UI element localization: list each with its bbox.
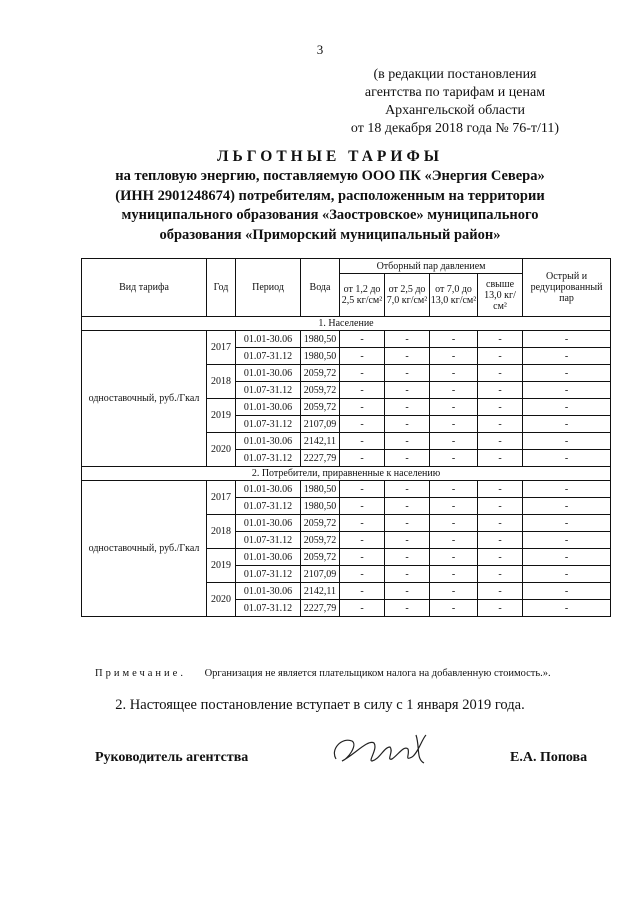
- header-sharp-steam: Острый и редуцированный пар: [523, 259, 611, 317]
- empty-value-cell: -: [478, 365, 523, 382]
- redaction-line: Архангельской области: [385, 103, 525, 118]
- water-value-cell: 1980,50: [301, 498, 340, 515]
- empty-value-cell: -: [523, 600, 611, 617]
- empty-value-cell: -: [430, 382, 478, 399]
- empty-value-cell: -: [385, 365, 430, 382]
- tariff-type-cell: одноставочный, руб./Гкал: [82, 481, 207, 617]
- empty-value-cell: -: [340, 583, 385, 600]
- empty-value-cell: -: [478, 515, 523, 532]
- empty-value-cell: -: [523, 515, 611, 532]
- section-title: 2. Потребители, приравненные к населению: [82, 467, 611, 481]
- empty-value-cell: -: [385, 498, 430, 515]
- header-tariff-type: Вид тарифа: [82, 259, 207, 317]
- empty-value-cell: -: [523, 399, 611, 416]
- year-cell: 2018: [207, 515, 236, 549]
- table-row: [82, 481, 611, 498]
- empty-value-cell: -: [385, 433, 430, 450]
- year-cell: 2018: [207, 365, 236, 399]
- document-subtitle: [70, 167, 590, 245]
- signatory-position: Руководитель агентства: [95, 750, 249, 765]
- empty-value-cell: -: [478, 498, 523, 515]
- section-title: 1. Население: [82, 317, 611, 331]
- year-cell: 2019: [207, 399, 236, 433]
- period-cell: 01.07-31.12: [236, 348, 301, 365]
- year-cell: 2017: [207, 331, 236, 365]
- period-cell: 01.07-31.12: [236, 498, 301, 515]
- empty-value-cell: -: [478, 549, 523, 566]
- water-value-cell: 2059,72: [301, 365, 340, 382]
- empty-value-cell: -: [430, 515, 478, 532]
- empty-value-cell: -: [340, 399, 385, 416]
- empty-value-cell: -: [385, 450, 430, 467]
- header-steam-4: свыше 13,0 кг/см²: [478, 274, 523, 317]
- period-cell: 01.01-30.06: [236, 549, 301, 566]
- empty-value-cell: -: [340, 382, 385, 399]
- empty-value-cell: -: [523, 382, 611, 399]
- table-row: [82, 331, 611, 348]
- subtitle-line: муниципального образования «Заостровское» муниципального: [121, 207, 539, 223]
- tariff-table-body: [82, 317, 611, 617]
- empty-value-cell: -: [430, 416, 478, 433]
- empty-value-cell: -: [385, 416, 430, 433]
- period-cell: 01.01-30.06: [236, 433, 301, 450]
- empty-value-cell: -: [478, 348, 523, 365]
- empty-value-cell: -: [385, 331, 430, 348]
- water-value-cell: 2059,72: [301, 549, 340, 566]
- empty-value-cell: -: [430, 583, 478, 600]
- empty-value-cell: -: [385, 549, 430, 566]
- empty-value-cell: -: [523, 348, 611, 365]
- water-value-cell: 1980,50: [301, 481, 340, 498]
- signatory-name: Е.А. Попова: [510, 750, 588, 765]
- empty-value-cell: -: [478, 481, 523, 498]
- subtitle-line: образования «Приморский муниципальный район»: [159, 226, 501, 243]
- year-cell: 2020: [207, 583, 236, 617]
- empty-value-cell: -: [523, 549, 611, 566]
- empty-value-cell: -: [478, 433, 523, 450]
- empty-value-cell: -: [385, 399, 430, 416]
- redaction-line: агентства по тарифам и ценам: [364, 85, 546, 100]
- period-cell: 01.07-31.12: [236, 532, 301, 549]
- empty-value-cell: -: [430, 365, 478, 382]
- empty-value-cell: -: [340, 433, 385, 450]
- period-cell: 01.01-30.06: [236, 583, 301, 600]
- water-value-cell: 2059,72: [301, 532, 340, 549]
- period-cell: 01.01-30.06: [236, 515, 301, 532]
- water-value-cell: 2107,09: [301, 566, 340, 583]
- water-value-cell: 2107,09: [301, 416, 340, 433]
- header-steam-3: от 7,0 до 13,0 кг/см²: [430, 274, 478, 317]
- redaction-note: [330, 66, 580, 138]
- empty-value-cell: -: [478, 450, 523, 467]
- empty-value-cell: -: [430, 348, 478, 365]
- table-header-row: [82, 259, 611, 274]
- year-cell: 2017: [207, 481, 236, 515]
- note-text: Организация не является плательщиком налога на добавленную стоимость.».: [204, 668, 551, 679]
- empty-value-cell: -: [430, 481, 478, 498]
- water-value-cell: 2142,11: [301, 583, 340, 600]
- water-value-cell: 2227,79: [301, 600, 340, 617]
- empty-value-cell: -: [523, 498, 611, 515]
- tariff-table: [81, 258, 611, 617]
- period-cell: 01.07-31.12: [236, 382, 301, 399]
- empty-value-cell: -: [523, 331, 611, 348]
- header-period: Период: [236, 259, 301, 317]
- period-cell: 01.07-31.12: [236, 566, 301, 583]
- water-value-cell: 2059,72: [301, 382, 340, 399]
- empty-value-cell: -: [523, 433, 611, 450]
- water-value-cell: 1980,50: [301, 331, 340, 348]
- empty-value-cell: -: [478, 566, 523, 583]
- effective-date-clause: 2. Настоящее постановление вступает в силу с 1 января 2019 года.: [115, 697, 525, 713]
- redaction-line: (в редакции постановления: [373, 67, 537, 82]
- empty-value-cell: -: [340, 331, 385, 348]
- empty-value-cell: -: [340, 566, 385, 583]
- period-cell: 01.01-30.06: [236, 365, 301, 382]
- water-value-cell: 1980,50: [301, 348, 340, 365]
- page-number: 3: [316, 42, 324, 57]
- period-cell: 01.07-31.12: [236, 450, 301, 467]
- empty-value-cell: -: [523, 365, 611, 382]
- empty-value-cell: -: [478, 416, 523, 433]
- subtitle-line: на тепловую энергию, поставляемую ООО ПК «Энергия Севера»: [115, 168, 545, 184]
- empty-value-cell: -: [430, 600, 478, 617]
- period-cell: 01.01-30.06: [236, 399, 301, 416]
- empty-value-cell: -: [340, 365, 385, 382]
- empty-value-cell: -: [478, 583, 523, 600]
- empty-value-cell: -: [430, 399, 478, 416]
- empty-value-cell: -: [340, 532, 385, 549]
- empty-value-cell: -: [340, 481, 385, 498]
- header-steam-group: Отборный пар давлением: [340, 259, 523, 274]
- tariff-table-container: [81, 258, 610, 617]
- empty-value-cell: -: [340, 515, 385, 532]
- empty-value-cell: -: [478, 532, 523, 549]
- empty-value-cell: -: [478, 382, 523, 399]
- empty-value-cell: -: [430, 532, 478, 549]
- section-row: [82, 467, 611, 481]
- empty-value-cell: -: [430, 331, 478, 348]
- period-cell: 01.07-31.12: [236, 416, 301, 433]
- empty-value-cell: -: [478, 399, 523, 416]
- water-value-cell: 2227,79: [301, 450, 340, 467]
- empty-value-cell: -: [340, 549, 385, 566]
- header-steam-1: от 1,2 до 2,5 кг/см²: [340, 274, 385, 317]
- empty-value-cell: -: [385, 481, 430, 498]
- empty-value-cell: -: [430, 498, 478, 515]
- note-label: Примечание.: [95, 668, 186, 679]
- header-year: Год: [207, 259, 236, 317]
- empty-value-cell: -: [385, 583, 430, 600]
- header-water: Вода: [301, 259, 340, 317]
- empty-value-cell: -: [385, 382, 430, 399]
- period-cell: 01.01-30.06: [236, 481, 301, 498]
- empty-value-cell: -: [430, 566, 478, 583]
- period-cell: 01.01-30.06: [236, 331, 301, 348]
- period-cell: 01.07-31.12: [236, 600, 301, 617]
- subtitle-line: (ИНН 2901248674) потребителям, расположенным на территории: [115, 187, 545, 204]
- empty-value-cell: -: [523, 566, 611, 583]
- empty-value-cell: -: [340, 498, 385, 515]
- handwritten-signature: [328, 725, 438, 775]
- empty-value-cell: -: [340, 416, 385, 433]
- empty-value-cell: -: [523, 532, 611, 549]
- water-value-cell: 2059,72: [301, 399, 340, 416]
- section-row: [82, 317, 611, 331]
- tariff-type-cell: одноставочный, руб./Гкал: [82, 331, 207, 467]
- empty-value-cell: -: [340, 600, 385, 617]
- empty-value-cell: -: [385, 566, 430, 583]
- redaction-line: от 18 декабря 2018 года № 76-т/11): [350, 121, 560, 136]
- empty-value-cell: -: [478, 600, 523, 617]
- empty-value-cell: -: [523, 450, 611, 467]
- note: [95, 668, 551, 679]
- water-value-cell: 2142,11: [301, 433, 340, 450]
- empty-value-cell: -: [340, 348, 385, 365]
- water-value-cell: 2059,72: [301, 515, 340, 532]
- header-steam-2: от 2,5 до 7,0 кг/см²: [385, 274, 430, 317]
- empty-value-cell: -: [340, 450, 385, 467]
- empty-value-cell: -: [430, 549, 478, 566]
- empty-value-cell: -: [385, 600, 430, 617]
- empty-value-cell: -: [523, 583, 611, 600]
- empty-value-cell: -: [478, 331, 523, 348]
- empty-value-cell: -: [385, 515, 430, 532]
- empty-value-cell: -: [523, 416, 611, 433]
- empty-value-cell: -: [523, 481, 611, 498]
- empty-value-cell: -: [385, 348, 430, 365]
- year-cell: 2019: [207, 549, 236, 583]
- empty-value-cell: -: [430, 433, 478, 450]
- empty-value-cell: -: [430, 450, 478, 467]
- empty-value-cell: -: [385, 532, 430, 549]
- document-title: ЛЬГОТНЫЕ ТАРИФЫ: [217, 148, 443, 165]
- year-cell: 2020: [207, 433, 236, 467]
